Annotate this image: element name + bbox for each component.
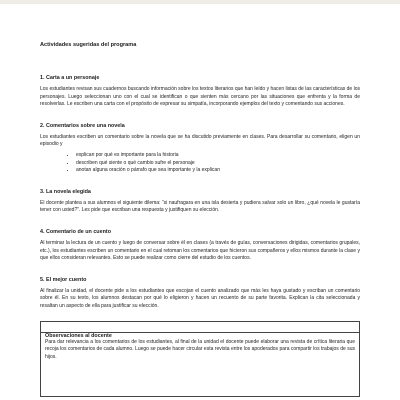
section-paragraph: Al terminar la lectura de un cuento y luego de conversar sobre él en clases (a través de guías, conversaciones dirigidas, comentarios grupales, etc.), los estudiantes escriben un comentario en el cual retoman los comentarios que hicieron sus compañeros y ellos mismos durante la clase y que ellos consideran relevantes. Esto se puede realizar como cierre del estudio de los cuentos.: [40, 239, 360, 262]
section-paragraph: Al finalizar la unidad, el docente pide a los estudiantes que escojan el cuento analizado que más les haya gustado y escriban un comentario sobre él. En su texto, los alumnos destacan por qué lo eligieron y hacen un recuento de su parte favorita. Explican la cita seleccionada y resaltan un aspecto de ella para justificar su elección.: [40, 287, 360, 309]
section-paragraph: El docente plantea a sus alumnos el siguiente dilema: “si naufragara en una isla desierta y pudiera salvar solo un libro, ¿qué novela le gustaría tener con usted?”. Les pide que escriban una respuesta y justifiquen su elección.: [40, 199, 360, 214]
bullet-list: [40, 152, 360, 175]
observations-box: [40, 321, 360, 397]
section-title: 1. Carta a un personaje: [40, 75, 100, 81]
section-comentarios-novela: [40, 123, 360, 175]
section-title: 2. Comentarios sobre una novela: [40, 122, 125, 129]
bullet-item: • explican por qué es importante para la historia: [76, 152, 360, 160]
section-mejor-cuento: [40, 277, 360, 311]
document-title: Actividades sugeridas del programa: [40, 42, 137, 48]
top-border: [0, 0, 400, 4]
section-title: 3. La novela elegida: [40, 188, 91, 195]
section-comentario-cuento: [40, 229, 360, 263]
observations-paragraph: Para dar relevancia a los comentarios de los estudiantes, al final de la unidad el docente puede elaborar una revista de crítica literaria que recoja los comentarios de cada alumno. Luego se puede hacer circular esta revista entre los apoderados para compartir los trabajos de sus hijos.: [45, 338, 355, 360]
bullet-item: • describen qué siente o qué cambio sufre el personaje: [76, 160, 360, 168]
section-paragraph: Los estudiantes escriben un comentario sobre la novela que se ha discutido previamente en clases. Para desarrollar su comentario, eligen un episodio y: [40, 133, 360, 148]
observations-title: Observaciones al docente: [45, 332, 112, 339]
section-paragraph: Los estudiantes revisan sus cuadernos buscando información sobre los textos literarios que han leído y hacen listas de las características de los personajes. Luego seleccionan uno con el cual se identifican o que sienten más cercano por las situaciones que enfrenta y la forma de resolverlas. Le escriben una carta con el propósito de expresar su simpatía, incorporando ejemplos del texto y comentando sus acciones.: [40, 86, 360, 108]
document-content: [40, 42, 360, 397]
section-novela-elegida: [40, 189, 360, 215]
observations-header: [41, 322, 359, 339]
section-title: 5. El mejor cuento: [40, 276, 87, 283]
section-title: 4. Comentario de un cuento: [40, 228, 111, 235]
bullet-item: • anotan alguna oración o párrafo que sea importante y la explican: [76, 167, 360, 175]
section-carta-personaje: [40, 75, 360, 109]
